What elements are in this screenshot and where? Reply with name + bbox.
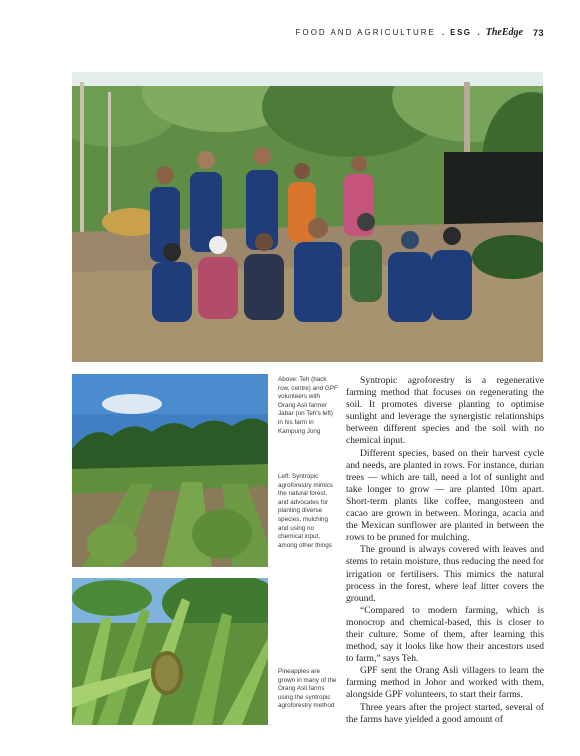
header-separator: . <box>477 28 480 37</box>
caption-group-photo: Above: Teh (back row, centre) and GPF volunteers with Orang Asli farmer Jabar (on Teh's left) in his farm in Kampung Jong <box>278 376 338 435</box>
pineapple-photo-illustration <box>72 578 268 725</box>
caption-pineapple: Pineapples are grown in many of the Orang Asli farms using the syntropic agroforestry method <box>278 668 337 710</box>
running-head <box>296 27 544 38</box>
page-number: 73 <box>532 27 544 38</box>
pineapple-photo <box>72 578 268 725</box>
article-paragraph: GPF sent the Orang Asli villagers to learn the farming method in Johor and worked with them, alongside GPF volunteers, to start their farms. <box>346 665 544 701</box>
article-paragraph: “Compared to modern farming, which is monocrop and chemical-based, this is closer to their culture. Some of them, after learning this method, say it looks like how their ancestors used to farm,” says Teh. <box>346 604 544 665</box>
agroforestry-photo <box>72 374 268 567</box>
esg-label: ESG <box>450 28 472 37</box>
group-photo-illustration <box>72 72 543 362</box>
section-label: FOOD AND AGRICULTURE <box>295 28 436 37</box>
group-photo <box>72 72 543 362</box>
article-paragraph: Three years after the project started, several of the farms have yielded a good amount of <box>346 701 544 725</box>
article-paragraph: Syntropic agroforestry is a regenerative farming method that focuses on regenerating the soil. It promotes diverse planting to optimise sunlight and leverage the synergistic relationships between different species and the soil with no chemical input. <box>346 375 544 447</box>
brand-logo: TheEdge <box>485 27 523 38</box>
agroforestry-photo-illustration <box>72 374 268 567</box>
caption-agroforestry: Left: Syntropic agroforestry mimics the natural forest, and advocates for planting diverse species, mulching and using no chemical input, among other things <box>278 473 333 549</box>
article-paragraph: The ground is always covered with leaves and stems to retain moisture, thus reducing the need for irrigation or fertilisers. This mimics the natural process in the forest, where leaf litter covers the ground. <box>346 544 544 604</box>
article-body <box>346 375 544 726</box>
header-separator: . <box>441 28 445 37</box>
article-paragraph: Different species, based on their harvest cycle and needs, are planted in rows. For instance, durian trees — which are tall, need a lot of sunlight and take longer to grow — are planted 10m apart. Short-term plants like coffee, mangosteen and cacao are grown in between. Moringa, acacia and the Mexican sunflower are planted in between the rows to be pruned for mulching. <box>346 447 544 544</box>
